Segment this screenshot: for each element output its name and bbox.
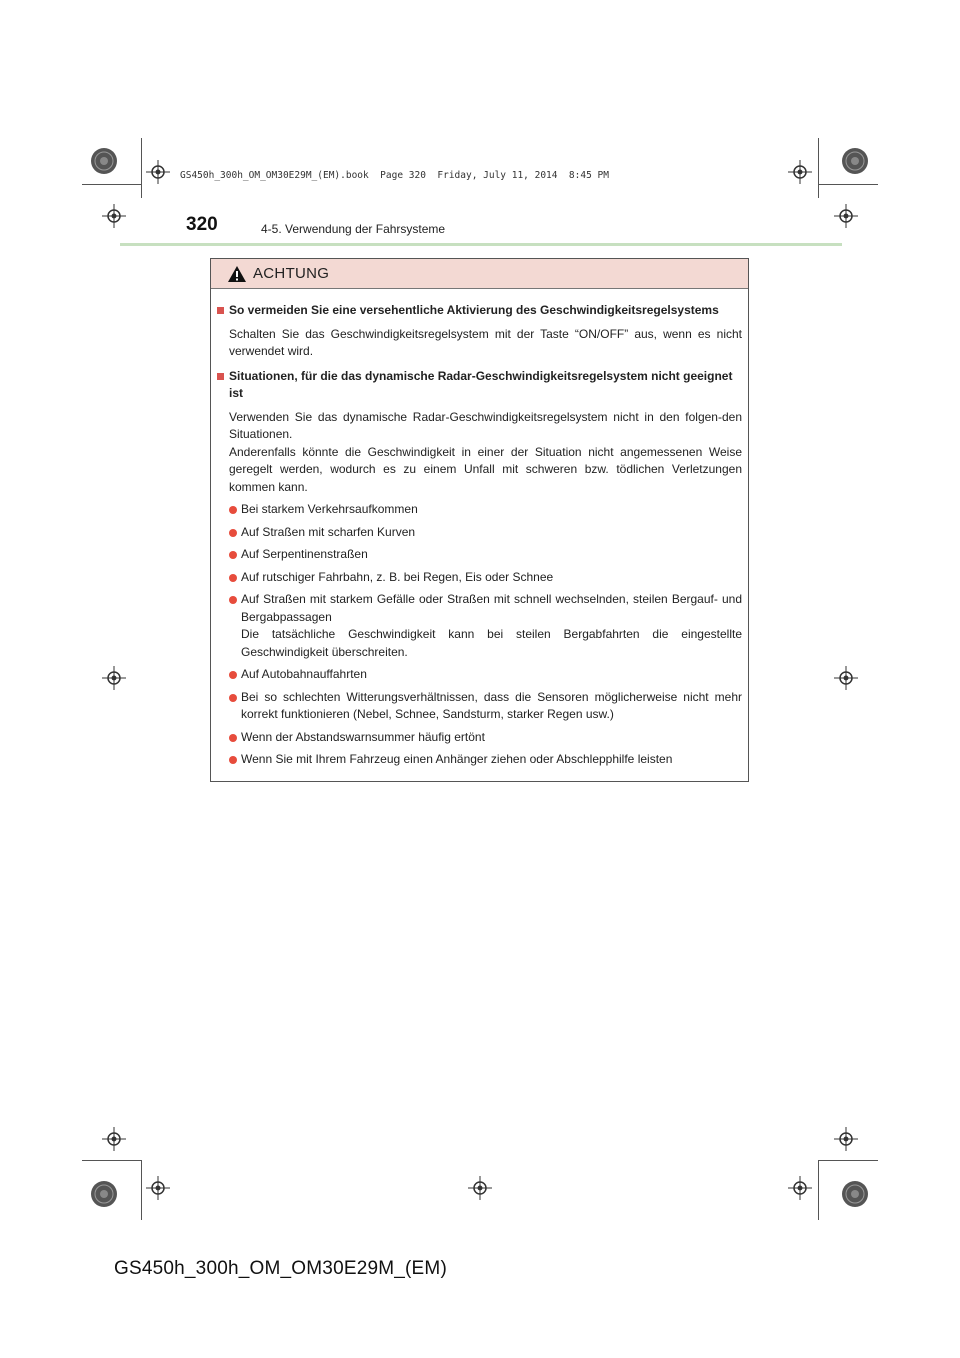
print-bookline: GS450h_300h_OM_OM30E29M_(EM).book Page 320 Friday, July 11, 2014 8:45 PM [180, 170, 609, 181]
registration-mark-icon [102, 666, 126, 690]
crop-line [82, 184, 142, 185]
square-bullet-icon [217, 307, 224, 314]
list-item: Auf Autobahnauffahrten [217, 666, 742, 684]
header-rule [120, 243, 842, 246]
list-item: Auf Straßen mit scharfen Kurven [217, 524, 742, 542]
list-item: Wenn Sie mit Ihrem Fahrzeug einen Anhänger ziehen oder Abschlepphilfe leisten [217, 751, 742, 769]
bullet-dot-icon [229, 694, 237, 702]
page-number: 320 [186, 214, 218, 235]
list-item: Bei so schlechten Witterungsverhältnissen, dass die Sensoren möglicherweise nicht mehr korrekt funktionieren (Nebel, Schnee, Sandsturm, starker Regen usw.) [217, 689, 742, 724]
section-title: 4-5. Verwendung der Fahrsysteme [261, 222, 446, 236]
crop-line [818, 1160, 878, 1161]
corner-wheel-icon [90, 147, 118, 175]
corner-wheel-icon [90, 1180, 118, 1208]
bullet-dot-icon [229, 596, 237, 604]
warning-triangle-icon [227, 265, 247, 283]
crop-line [82, 1160, 142, 1161]
paragraph: Verwenden Sie das dynamische Radar-Geschwindigkeitsregelsystem nicht in den folgen-den Situationen. [229, 409, 742, 441]
bullet-dot-icon [229, 734, 237, 742]
list-item: Bei starkem Verkehrsaufkommen [217, 501, 742, 519]
registration-mark-icon [146, 160, 170, 184]
list-item: Auf Serpentinenstraßen [217, 546, 742, 564]
topic-heading: Situationen, für die das dynamische Radar-Geschwindigkeitsregelsystem nicht geeignet ist [217, 368, 742, 403]
crop-line [818, 1160, 819, 1220]
warning-box [210, 258, 749, 782]
warning-header [211, 259, 748, 289]
registration-mark-icon [834, 204, 858, 228]
registration-mark-icon [102, 204, 126, 228]
bullet-dot-icon [229, 671, 237, 679]
registration-mark-icon [146, 1176, 170, 1200]
corner-wheel-icon [841, 1180, 869, 1208]
registration-mark-icon [102, 1127, 126, 1151]
bullet-dot-icon [229, 529, 237, 537]
registration-mark-icon [788, 160, 812, 184]
list-item: Wenn der Abstandswarnsummer häufig ertönt [217, 729, 742, 747]
crop-line [818, 184, 878, 185]
bullet-dot-icon [229, 756, 237, 764]
warning-body [211, 289, 748, 769]
list-item: Auf Straßen mit starkem Gefälle oder Straßen mit schnell wechselnden, steilen Bergauf- und Bergabpassagen Die tatsächliche Geschwindigkeit kann bei steilen Bergabfahrten die eingestellte Geschwindigkeit überschreiten. [217, 591, 742, 661]
registration-mark-icon [468, 1176, 492, 1200]
crop-line [818, 138, 819, 198]
square-bullet-icon [217, 373, 224, 380]
bullet-dot-icon [229, 574, 237, 582]
registration-mark-icon [788, 1176, 812, 1200]
registration-mark-icon [834, 1127, 858, 1151]
paragraph: Schalten Sie das Geschwindigkeitsregelsystem mit der Taste “ON/OFF” aus, wenn es nicht verwendet wird. [229, 326, 742, 358]
topic-heading: So vermeiden Sie eine versehentliche Aktivierung des Geschwindigkeitsregelsystems [217, 302, 742, 320]
paragraph: Anderenfalls könnte die Geschwindigkeit in einer der Situation nicht angemessenen Weise geregelt werden, wodurch es zu einem Unfall mit schweren bzw. tödlichen Verletzungen kommen kann. [229, 444, 742, 494]
registration-mark-icon [834, 666, 858, 690]
warning-title: ACHTUNG [253, 265, 330, 282]
bullet-dot-icon [229, 506, 237, 514]
footer-code: GS450h_300h_OM_OM30E29M_(EM) [114, 1258, 447, 1279]
crop-line [141, 1160, 142, 1220]
corner-wheel-icon [841, 147, 869, 175]
bullet-dot-icon [229, 551, 237, 559]
crop-line [141, 138, 142, 198]
list-item: Auf rutschiger Fahrbahn, z. B. bei Regen, Eis oder Schnee [217, 569, 742, 587]
